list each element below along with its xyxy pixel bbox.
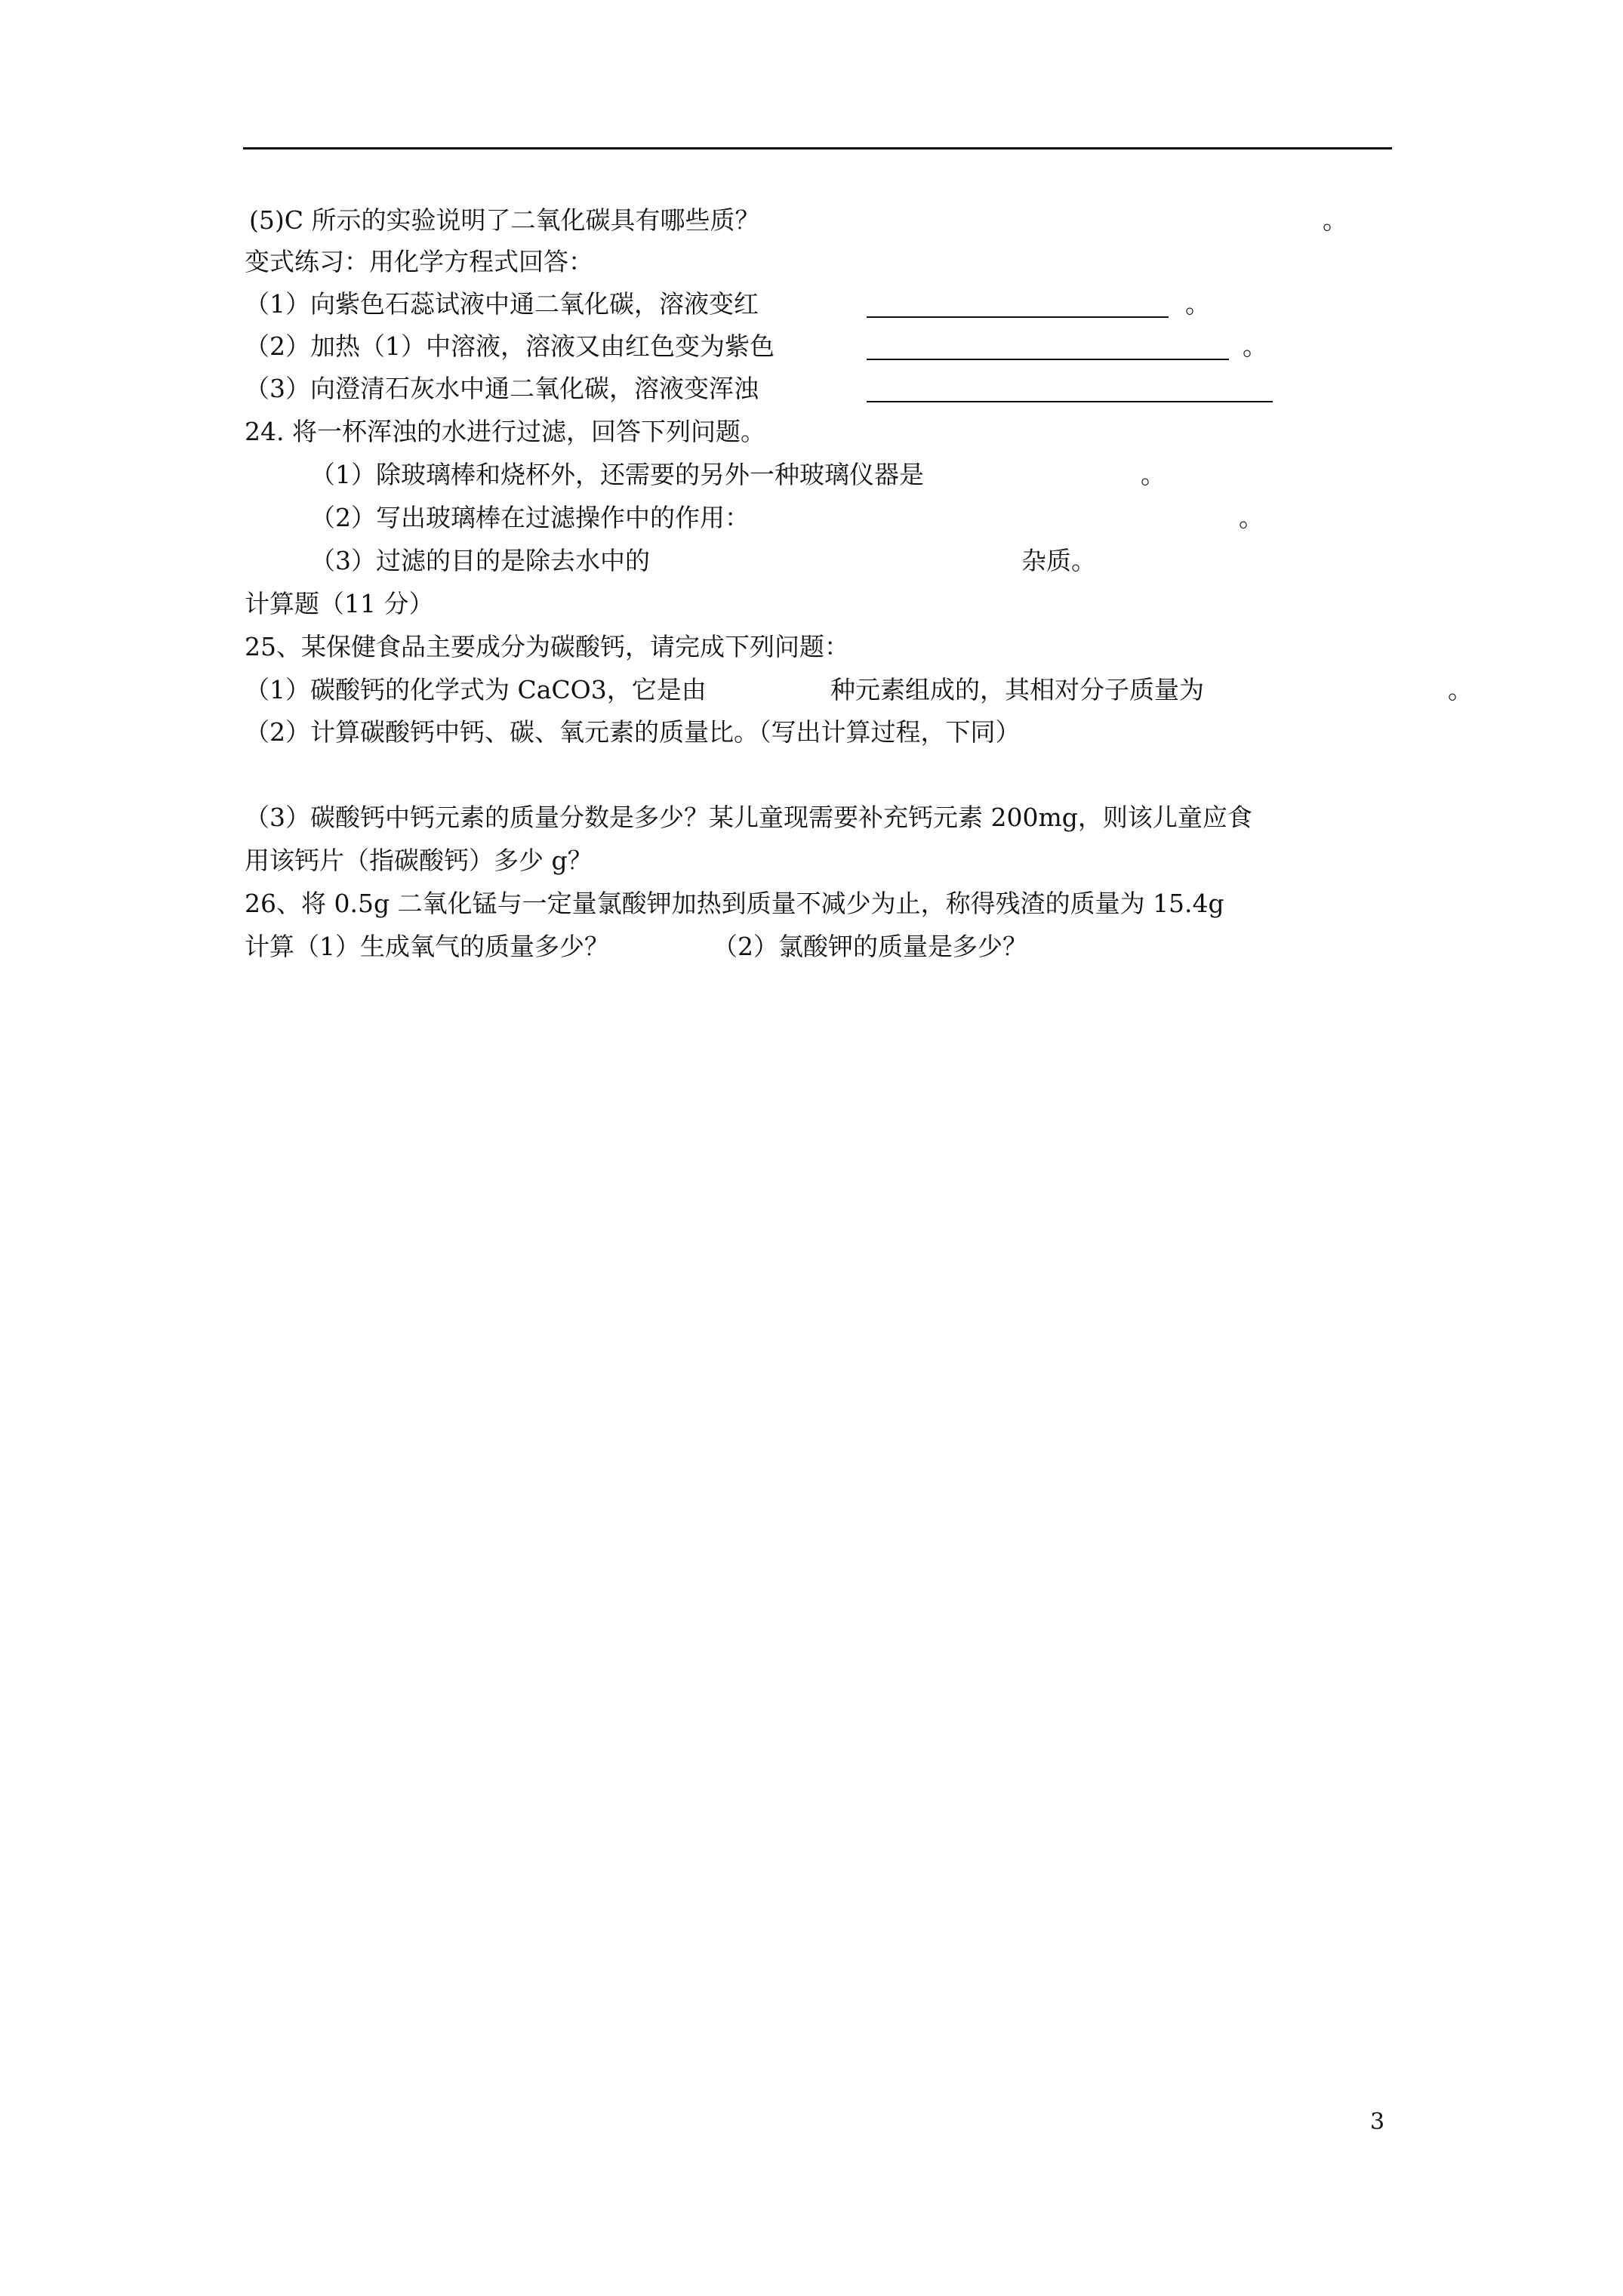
question-5-end: 。 bbox=[1323, 205, 1347, 235]
question-24-title: 24. 将一杯浑浊的水进行过滤，回答下列问题。 bbox=[245, 417, 765, 446]
question-24-3-text: （3）过滤的目的是除去水中的 bbox=[310, 546, 650, 575]
question-25-2-line: （2）计算碳酸钙中钙、碳、氧元素的质量比。（写出计算过程，下同） bbox=[245, 717, 1021, 747]
question-25-title: 25、某保健食品主要成分为碳酸钙，请完成下列问题： bbox=[245, 632, 849, 661]
variant-3-text: （3）向澄清石灰水中通二氧化碳，溶液变浑浊 bbox=[245, 374, 759, 403]
variant-2-end: 。 bbox=[1243, 331, 1267, 361]
question-24-1-end: 。 bbox=[1141, 460, 1166, 489]
question-25-1-middle: 种元素组成的，其相对分子质量为 bbox=[830, 675, 1204, 704]
variant-1-answer-blank bbox=[867, 316, 1169, 318]
variant-exercise-title: 变式练习：用化学方程式回答： bbox=[245, 247, 593, 276]
question-24-2-text: （2）写出玻璃棒在过滤操作中的作用： bbox=[310, 503, 750, 532]
question-24-1-text: （1）除玻璃棒和烧杯外，还需要的另外一种玻璃仪器是 bbox=[310, 460, 924, 489]
question-26-title: 26、将 0.5g 二氧化锰与一定量氯酸钾加热到质量不减少为止，称得残渣的质量为 15.4g bbox=[245, 889, 1224, 918]
question-5-text: (5)C 所示的实验说明了二氧化碳具有哪些质？ bbox=[249, 205, 760, 235]
variant-2-answer-blank bbox=[867, 359, 1229, 360]
question-25-1-end: 。 bbox=[1448, 675, 1473, 704]
variant-1-end: 。 bbox=[1185, 289, 1210, 319]
question-26-part-1: 计算（1）生成氧气的质量多少？ bbox=[245, 932, 609, 961]
question-25-1-text: （1）碳酸钙的化学式为 CaCO3，它是由 bbox=[245, 675, 707, 704]
question-24-2-end: 。 bbox=[1239, 503, 1264, 532]
header-rule bbox=[243, 147, 1392, 149]
question-25-3-line-a: （3）碳酸钙中钙元素的质量分数是多少？某儿童现需要补充钙元素 200mg，则该儿童应食 bbox=[245, 803, 1252, 832]
question-24-3-end: 杂质。 bbox=[1021, 546, 1096, 575]
variant-2-text: （2）加热（1）中溶液，溶液又由红色变为紫色 bbox=[245, 331, 775, 361]
calculation-section-heading: 计算题（11 分） bbox=[245, 589, 434, 618]
question-26-part-2: （2）氯酸钾的质量是多少？ bbox=[713, 932, 1027, 961]
page-number: 3 bbox=[1370, 2109, 1385, 2135]
question-25-3-line-b: 用该钙片（指碳酸钙）多少 g？ bbox=[245, 846, 593, 875]
variant-3-answer-blank bbox=[867, 401, 1273, 402]
variant-1-text: （1）向紫色石蕊试液中通二氧化碳，溶液变红 bbox=[245, 289, 759, 319]
